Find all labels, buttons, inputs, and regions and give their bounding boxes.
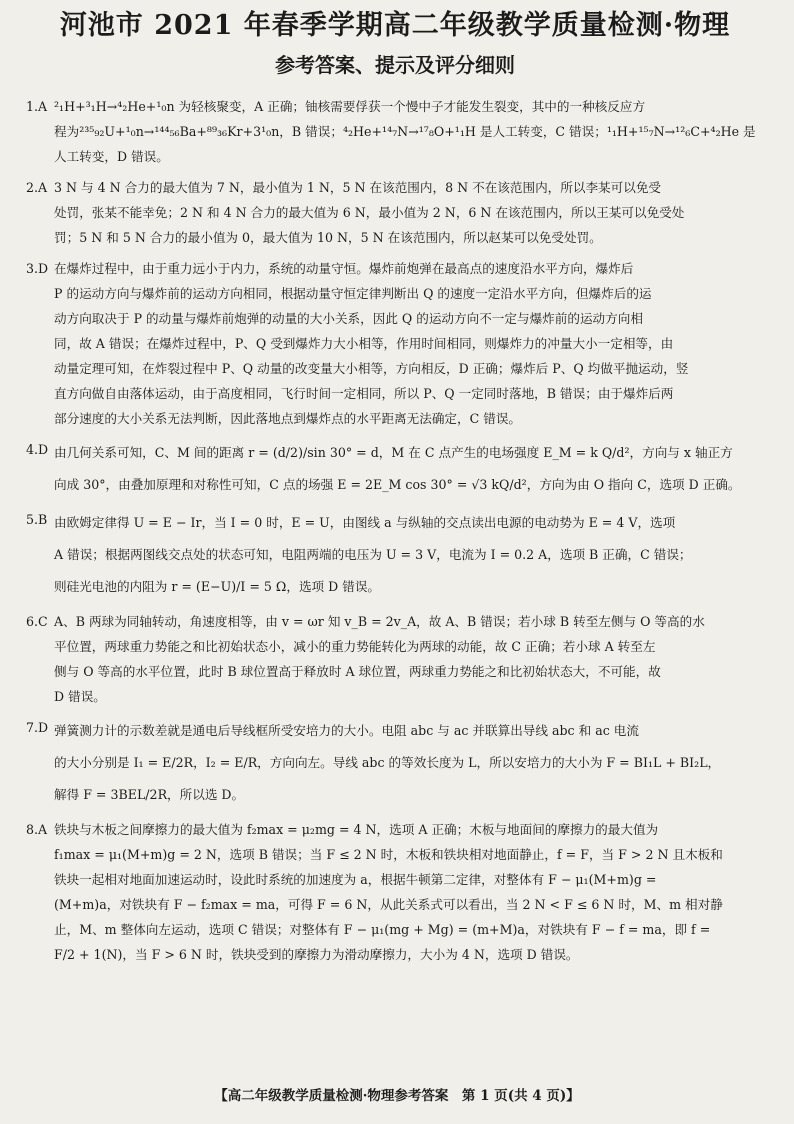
answer-line: 铁块与木板之间摩擦力的最大值为 f₂max = μ₂mg = 4 N，选项 A 正确；木板与地面间的摩擦力的最大值为	[54, 822, 659, 837]
answer-line: f₁max = μ₁(M+m)g = 2 N，选项 B 错误；当 F ≤ 2 N 时，木板和铁块相对地面静止，f = F，当 F > 2 N 且木板和	[54, 847, 723, 862]
answer-item	[26, 94, 764, 169]
answer-list	[26, 94, 764, 967]
page-footer: 【高二年级教学质量检测·物理参考答案 第 1 页(共 4 页)】	[214, 1088, 580, 1104]
answer-line: 铁块一起相对地面加速运动时，设此时系统的加速度为 a，根据牛顿第二定律，对整体有 F − μ₁(M+m)g =	[54, 872, 657, 887]
answer-line: 部分速度的大小关系无法判断，因此落地点到爆炸点的水平距离无法确定，C 错误。	[54, 411, 522, 426]
answer-line: 止，M、m 整体向左运动，选项 C 错误；对整体有 F − μ₁(mg + Mg) = (m+M)a，对铁块有 F − f = ma，即 f =	[54, 922, 711, 937]
answer-item	[26, 609, 764, 709]
answer-line: (M+m)a，对铁块有 F − f₂max = ma，可得 F = 6 N，从此关系式可以看出，当 2 N < F ≤ 6 N 时，M、m 相对静	[54, 897, 723, 912]
answer-line: 侧与 O 等高的水平位置，此时 B 球位置高于释放时 A 球位置，两球重力势能之和比初始状态大，不可能，故	[54, 664, 661, 679]
answer-line: A 错误；根据两图线交点处的状态可知，电阻两端的电压为 U = 3 V，电流为 I = 0.2 A，选项 B 正确，C 错误；	[54, 547, 692, 562]
answer-number: 6.C	[26, 614, 48, 629]
answer-line: 弹簧测力计的示数差就是通电后导线框所受安培力的大小。电阻 abc 与 ac 并联算出导线 abc 和 ac 电流	[54, 723, 639, 738]
answer-line: P 的运动方向与爆炸前的运动方向相同，根据动量守恒定律判断出 Q 的速度一定沿水平方向，但爆炸后的运	[54, 286, 652, 301]
page-subtitle: 参考答案、提示及评分细则	[275, 53, 515, 77]
answer-number: 1.A	[26, 99, 48, 114]
answer-line: 向成 30°，由叠加原理和对称性可知，C 点的场强 E = 2E_M cos 30° = √3 kQ/d²，方向为由 O 指向 C，选项 D 正确。	[54, 477, 741, 492]
answer-line: ²₁H+³₁H→⁴₂He+¹₀n 为轻核聚变，A 正确；铀核需要俘获一个慢中子才能发生裂变，其中的一种核反应方	[54, 99, 646, 114]
answer-line: 的大小分别是 I₁ = E/2R，I₂ = E/R，方向向左。导线 abc 的等效长度为 L，所以安培力的大小为 F = BI₁L + BI₂L，	[54, 755, 721, 770]
answer-line: 则硅光电池的内阻为 r = (E−U)/I = 5 Ω，选项 D 错误。	[54, 579, 381, 594]
answer-line: D 错误。	[54, 689, 106, 704]
answer-number: 2.A	[26, 180, 48, 195]
answer-number: 3.D	[26, 261, 49, 276]
answer-line: 动方向取决于 P 的动量与爆炸前炮弹的动量的大小关系，因此 Q 的运动方向不一定与爆炸前的运动方向相	[54, 311, 643, 326]
answer-item	[26, 507, 764, 603]
answer-line: 直方向做自由落体运动，由于高度相同，飞行时间一定相同，所以 P、Q 一定同时落地，B 错误；由于爆炸后两	[54, 386, 674, 401]
answer-line: 由欧姆定律得 U = E − Ir，当 I = 0 时，E = U，由图线 a 与纵轴的交点读出电源的电动势为 E = 4 V，选项	[54, 515, 676, 530]
answer-number: 5.B	[26, 512, 48, 527]
answer-item	[26, 437, 764, 501]
answer-line: F/2 + 1(N)，当 F > 6 N 时，铁块受到的摩擦力为滑动摩擦力，大小为 4 N，选项 D 错误。	[54, 947, 579, 962]
answer-line: 程为²³⁵₉₂U+¹₀n→¹⁴⁴₅₆Ba+⁸⁹₃₆Kr+3¹₀n，B 错误；⁴₂He+¹⁴₇N→¹⁷₈O+¹₁H 是人工转变，C 错误；¹₁H+¹⁵₇N→¹²₆C+⁴₂He 是	[54, 124, 756, 139]
answer-number: 4.D	[26, 442, 49, 457]
answer-line: 人工转变，D 错误。	[54, 149, 169, 164]
answer-line: 3 N 与 4 N 合力的最大值为 7 N，最小值为 1 N，5 N 在该范围内，8 N 不在该范围内，所以李某可以免受	[54, 180, 662, 195]
page-title: 河池市 2021 年春季学期高二年级教学质量检测·物理	[59, 10, 731, 41]
answer-number: 8.A	[26, 822, 48, 837]
answer-line: 平位置，两球重力势能之和比初始状态小，减小的重力势能转化为两球的动能，故 C 正确；若小球 A 转至左	[54, 639, 656, 654]
answer-item	[26, 715, 764, 811]
answer-item	[26, 817, 764, 967]
answer-line: 罚；5 N 和 5 N 合力的最小值为 0，最大值为 10 N，5 N 在该范围内，所以赵某可以免受处罚。	[54, 230, 602, 245]
answer-line: 解得 F = 3BEL/2R，所以选 D。	[54, 787, 245, 802]
answer-number: 7.D	[26, 720, 49, 735]
answer-item	[26, 256, 764, 431]
answer-line: 处罚，张某不能幸免；2 N 和 4 N 合力的最大值为 6 N，最小值为 2 N，6 N 在该范围内，所以王某可以免受处	[54, 205, 685, 220]
answer-line: A、B 两球为同轴转动，角速度相等，由 v = ωr 知 v_B = 2v_A，故 A、B 错误；若小球 B 转至左侧与 O 等高的水	[54, 614, 705, 629]
answer-line: 在爆炸过程中，由于重力远小于内力，系统的动量守恒。爆炸前炮弹在最高点的速度沿水平方向，爆炸后	[54, 261, 634, 276]
answer-item	[26, 175, 764, 250]
answer-line: 由几何关系可知，C、M 间的距离 r = (d/2)/sin 30° = d，M 在 C 点产生的电场强度 E_M = k Q/d²，方向与 x 轴正方	[54, 445, 733, 460]
answer-line: 同，故 A 错误；在爆炸过程中，P、Q 受到爆炸力大小相等，作用时间相同，则爆炸力的冲量大小一定相等，由	[54, 336, 674, 351]
answer-line: 动量定理可知，在炸裂过程中 P、Q 动量的改变量大小相等，方向相反，D 正确；爆炸后 P、Q 均做平抛运动，竖	[54, 361, 689, 376]
